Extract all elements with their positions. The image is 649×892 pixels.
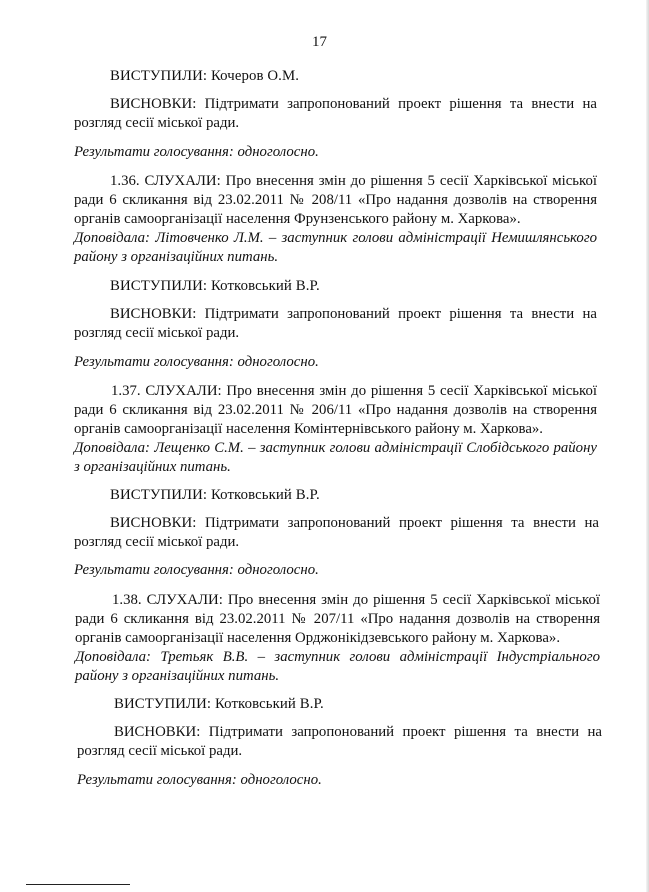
conclusion-line-continued: розгляд сесії міської ради. <box>74 325 240 341</box>
reporter-line: з організаційних питань. <box>74 459 231 475</box>
conclusion-line: ВИСНОВКИ: Підтримати запропонований проект рішення та внести на <box>110 515 599 531</box>
vote-result: Результати голосування: одноголосно. <box>74 354 319 370</box>
vote-result: Результати голосування: одноголосно. <box>74 144 319 160</box>
reporter-line: Доповідала: Літовченко Л.М. – заступник голови адміністрації Немишлянського <box>74 230 597 246</box>
reporter-line: району з організаційних питань. <box>75 668 280 684</box>
speakers-line: ВИСТУПИЛИ: Котковський В.Р. <box>114 696 324 712</box>
heard-line: органів самоорганізації населення Орджонікідзевського району м. Харкова». <box>75 630 561 646</box>
speakers-line: ВИСТУПИЛИ: Котковський В.Р. <box>110 487 320 503</box>
conclusion-line-continued: розгляд сесії міської ради. <box>74 534 240 550</box>
speakers-line: ВИСТУПИЛИ: Котковський В.Р. <box>110 278 320 294</box>
conclusion-line: ВИСНОВКИ: Підтримати запропонований проект рішення та внести на <box>114 724 602 740</box>
heard-line: ради 6 скликання від 23.02.2011 № 208/11 «Про надання дозволів на створення <box>74 192 597 208</box>
reporter-line: району з організаційних питань. <box>74 249 279 265</box>
vote-result: Результати голосування: одноголосно. <box>77 772 322 788</box>
heard-line: 1.37. СЛУХАЛИ: Про внесення змін до рішення 5 сесії Харківської міської <box>111 383 597 399</box>
heard-line: ради 6 скликання від 23.02.2011 № 206/11 «Про надання дозволів на створення <box>74 402 597 418</box>
conclusion-line-continued: розгляд сесії міської ради. <box>74 115 240 131</box>
heard-line: 1.36. СЛУХАЛИ: Про внесення змін до рішення 5 сесії Харківської міської <box>110 173 597 189</box>
page-number: 17 <box>312 34 327 50</box>
speakers-line: ВИСТУПИЛИ: Кочеров О.М. <box>110 68 300 84</box>
reporter-line: Доповідала: Третьяк В.В. – заступник голови адміністрації Індустріального <box>75 649 600 665</box>
heard-line: 1.38. СЛУХАЛИ: Про внесення змін до рішення 5 сесії Харківської міської <box>112 592 600 608</box>
heard-line: ради 6 скликання від 23.02.2011 № 207/11 «Про надання дозволів на створення <box>75 611 600 627</box>
footnote-separator <box>26 884 130 885</box>
conclusion-line: ВИСНОВКИ: Підтримати запропонований проект рішення та внести на <box>110 306 597 322</box>
heard-line: органів самоорганізації населення Комінтернівського району м. Харкова». <box>74 421 543 437</box>
reporter-line: Доповідала: Лещенко С.М. – заступник голови адміністрації Слобідського району <box>74 440 597 456</box>
vote-result: Результати голосування: одноголосно. <box>74 562 319 578</box>
conclusion-line: ВИСНОВКИ: Підтримати запропонований проект рішення та внести на <box>110 96 597 112</box>
heard-line: органів самоорганізації населення Фрунзенського району м. Харкова». <box>74 211 521 227</box>
conclusion-line-continued: розгляд сесії міської ради. <box>77 743 243 759</box>
